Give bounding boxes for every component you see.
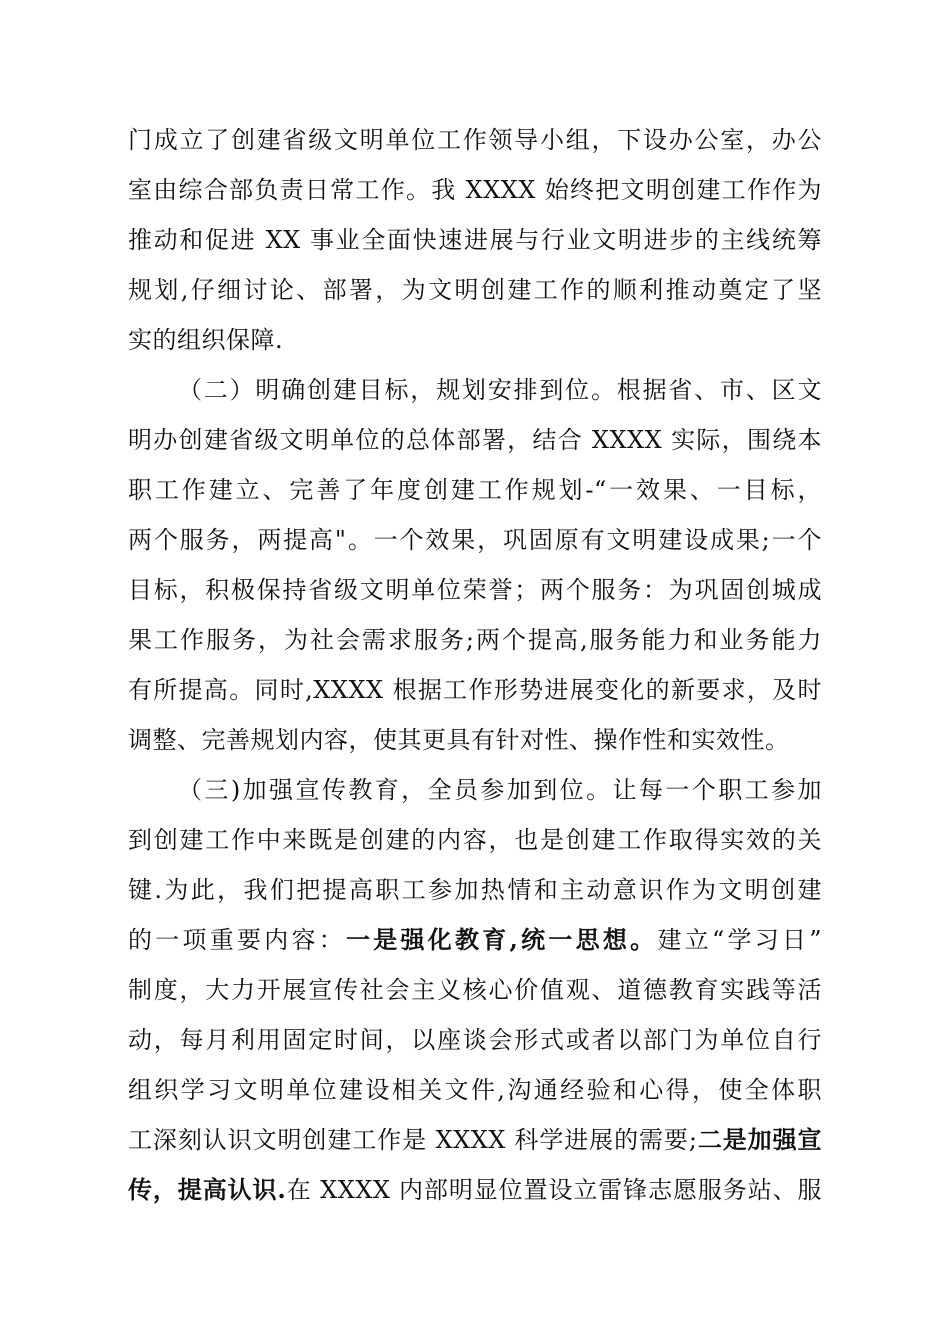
text-line: 推动和促进 XX 事业全面快速进展与行业文明进步的主线统筹 [128, 226, 822, 254]
paragraph-heading-line: （三)加强宣传教育，全员参加到位。让每一个职工参加 [178, 776, 822, 804]
text-line: 组织学习文明单位建设相关文件,沟通经验和心得，使全体职 [128, 1076, 822, 1104]
bold-text-run: 一是强化教育,统一思想。 [346, 925, 658, 954]
text-line: 到创建工作中来既是创建的内容，也是创建工作取得实效的关 [128, 826, 822, 854]
text-run: 的一项重要内容： [128, 926, 347, 954]
bold-text-run: 二是加强宣 [697, 1125, 823, 1154]
text-run: 工深刻认识文明创建工作是 XXXX 科学进展的需要; [128, 1126, 698, 1154]
text-line: 调整、完善规划内容，使其更具有针对性、操作性和实效性。 [128, 726, 790, 754]
text-line: 两个服务，两提高"。一个效果，巩固原有文明建设成果;一个 [128, 526, 822, 554]
bold-text-run: 传，提高认识. [128, 1175, 287, 1204]
paragraph-heading-line: （二）明确创建目标，规划安排到位。根据省、市、区文 [178, 376, 822, 404]
text-line: 明办创建省级文明单位的总体部署，结合 XXXX 实际，围绕本 [128, 426, 822, 454]
text-line: 门成立了创建省级文明单位工作领导小组，下设办公室，办公 [128, 126, 822, 154]
text-line: 有所提高。同时,XXXX 根据工作形势进展变化的新要求，及时 [128, 676, 822, 704]
text-run: 在 XXXX 内部明显位置设立雷锋志愿服务站、服 [286, 1176, 822, 1204]
text-line: 实的组织保障. [128, 326, 284, 354]
text-line: 目标，积极保持省级文明单位荣誉；两个服务：为巩固创城成 [128, 576, 822, 604]
text-line: 动，每月利用固定时间，以座谈会形式或者以部门为单位自行 [128, 1026, 822, 1054]
text-line: 制度，大力开展宣传社会主义核心价值观、道德教育实践等活 [128, 976, 822, 1004]
text-line: 室由综合部负责日常工作。我 XXXX 始终把文明创建工作作为 [128, 176, 822, 204]
text-line-mixed [128, 1168, 822, 1212]
text-run: 建立“学习日” [657, 926, 822, 954]
text-line-mixed [128, 1118, 822, 1162]
text-line: 键.为此，我们把提高职工参加热情和主动意识作为文明创建 [128, 876, 822, 904]
text-line: 果工作服务，为社会需求服务;两个提高,服务能力和业务能力 [128, 626, 822, 654]
text-line: 职工作建立、完善了年度创建工作规划-“一效果、一目标， [128, 476, 822, 504]
text-line: 规划,仔细讨论、部署，为文明创建工作的顺利推动奠定了坚 [128, 276, 822, 304]
text-line-mixed [128, 918, 822, 962]
